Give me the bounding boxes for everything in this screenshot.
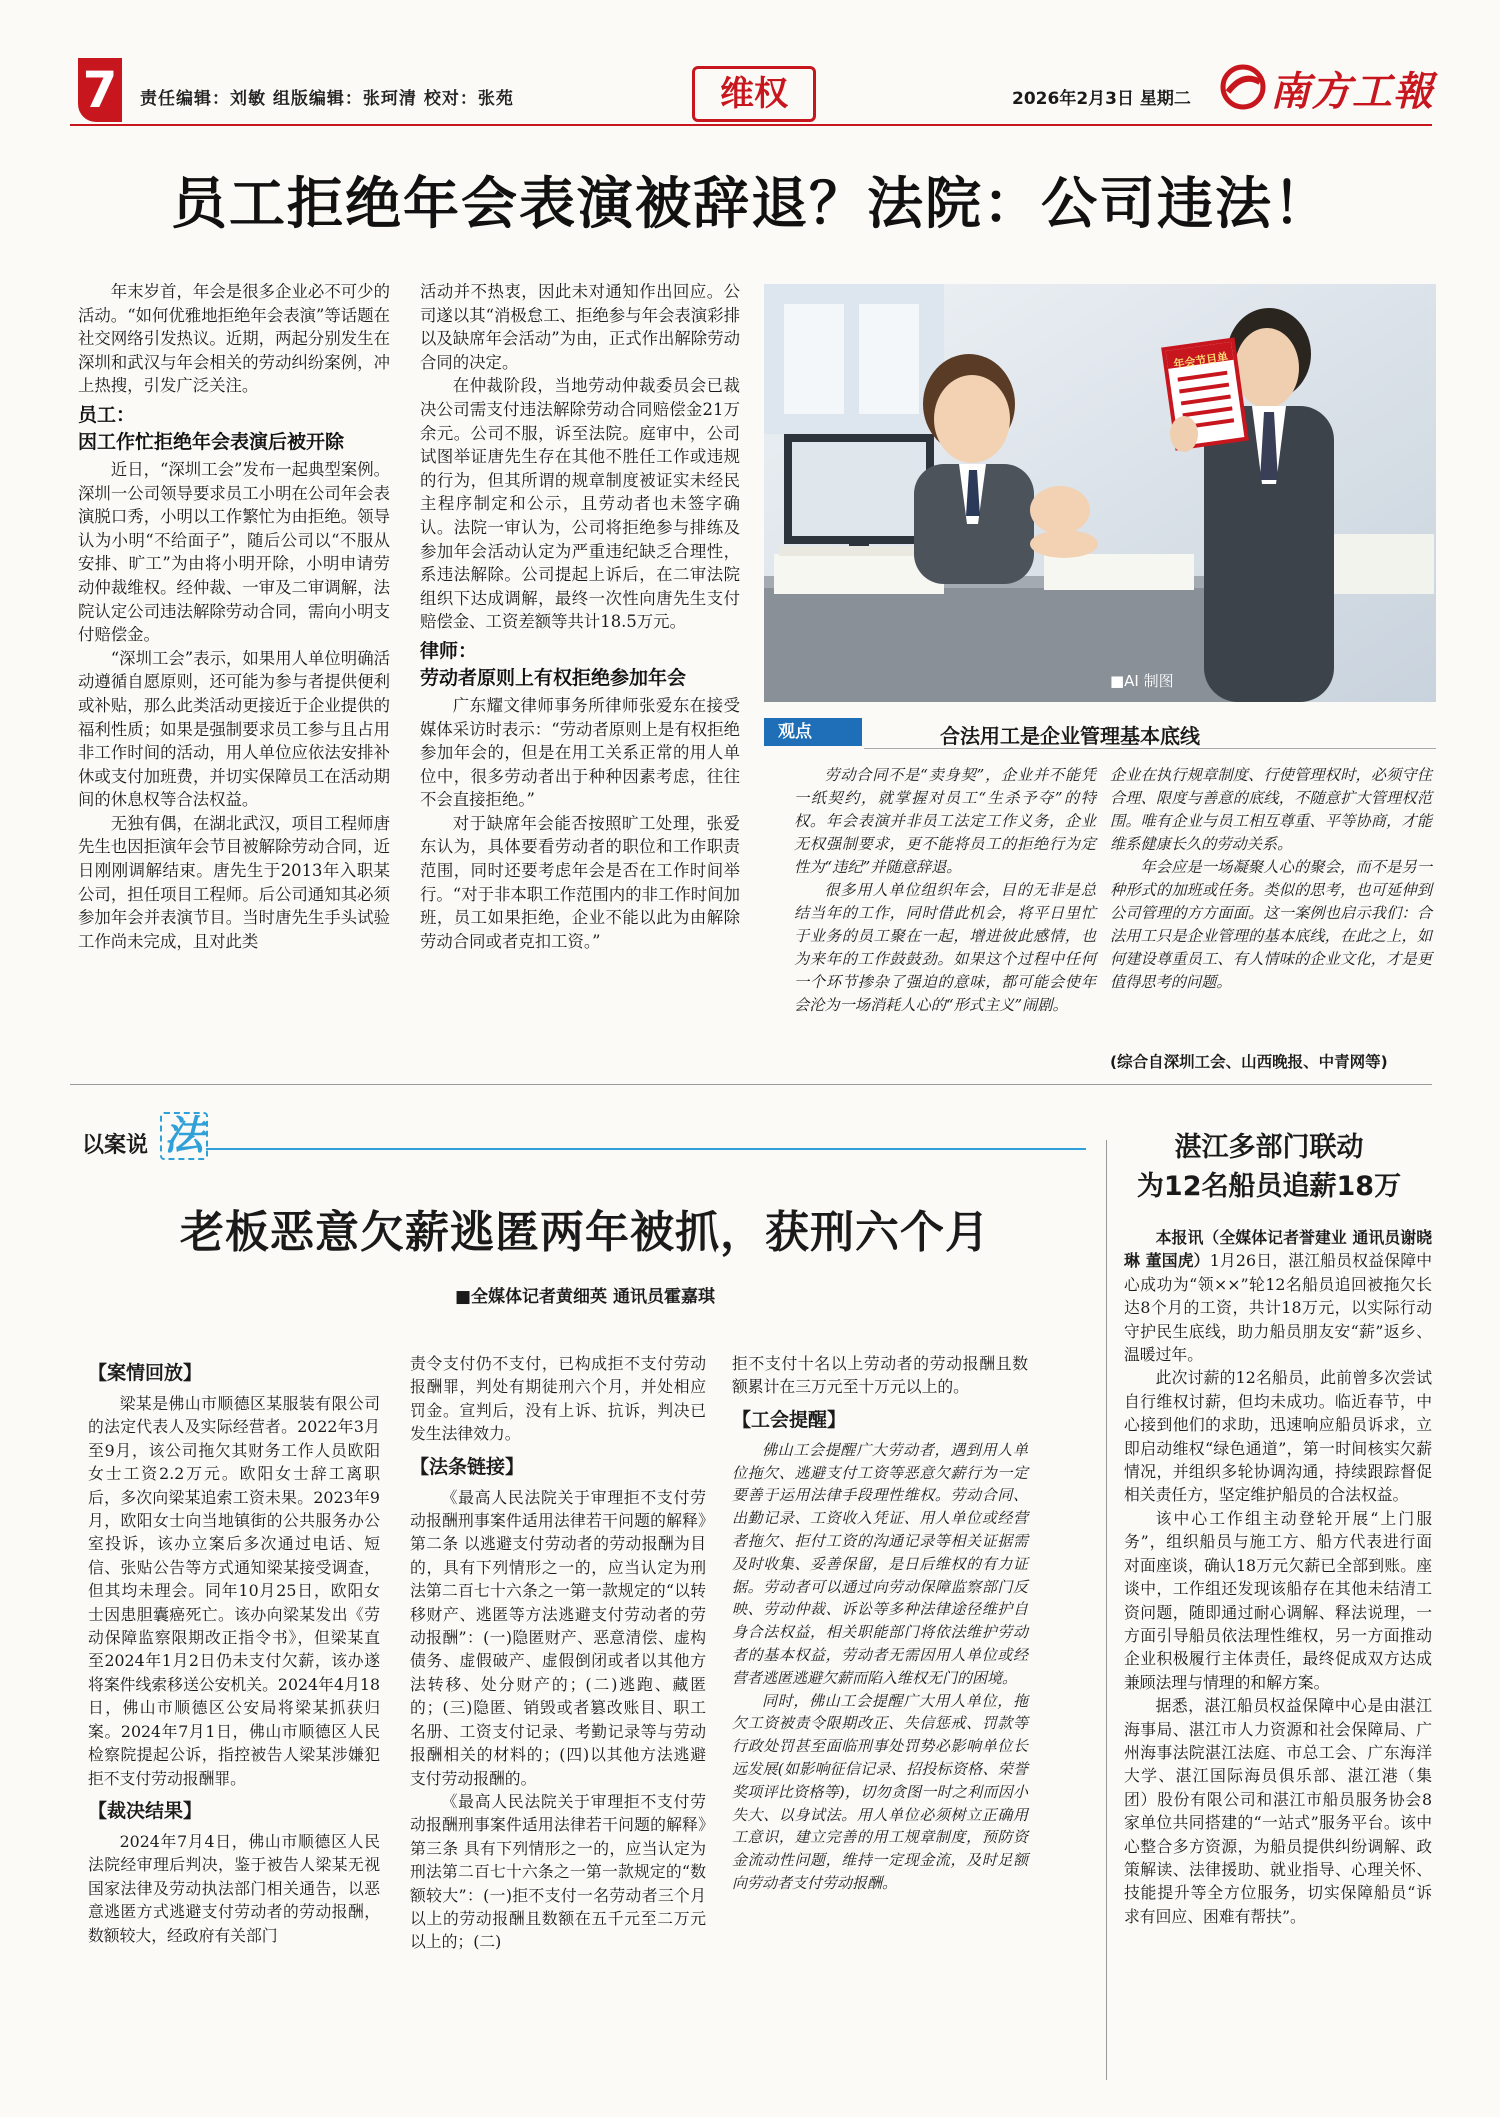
- subhead-lawyer: [420, 638, 740, 692]
- subhead-employee-label: 员工：: [78, 403, 136, 426]
- case-review-heading: 【案情回放】: [88, 1362, 203, 1384]
- case-column-2: [410, 1352, 706, 1954]
- case-union-body: [732, 1439, 1028, 1895]
- subhead-employee: [78, 402, 390, 456]
- case-kicker: 以案说: [82, 1133, 149, 1158]
- section-label: 维权: [692, 66, 816, 122]
- case-union-heading: 【工会提醒】: [732, 1408, 847, 1431]
- header-divider: [70, 124, 1432, 126]
- case-column-1: [88, 1352, 380, 1947]
- opinion-divider: [864, 748, 1436, 749]
- paragraph: 对于缺席年会能否按照旷工处理，张爱东认为，具体要看劳动者的职位和工作职责范围，同时还要考虑年会是否在工作时间举行。“对于非本职工作范围内的非工作时间加班，员工如果拒绝，企业不能以此为由解除劳动合同或者克扣工资。”: [420, 813, 740, 951]
- opinion-source: (综合自深圳工会、山西晚报、中青网等): [1110, 1053, 1388, 1071]
- paragraph: 2024年7月4日，佛山市顺德区人民法院经审理后判决，鉴于被告人梁某无视国家法律及劳动执法部门相关通告，以恶意逃匿方式逃避支付劳动者的劳动报酬，数额较大，经政府有关部门: [88, 1831, 380, 1945]
- case-headline: 老板恶意欠薪逃匿两年被抓，获刑六个月: [180, 1207, 990, 1258]
- paragraph: 责令支付仍不支付，已构成拒不支付劳动报酬罪，判处有期徒刑六个月，并处相应罚金。宣判后，没有上诉、抗诉，判决已发生法律效力。: [410, 1354, 706, 1444]
- paragraph: 广东耀文律师事务所律师张爱东在接受媒体采访时表示：“劳动者原则上是有权拒绝参加年会的，但是在用工关系正常的用人单位中，很多劳动者出于种种因素考虑，往往不会直接拒绝。”: [420, 695, 740, 810]
- paragraph: 《最高人民法院关于审理拒不支付劳动报酬刑事案件适用法律若干问题的解释》第二条 以逃避支付劳动者的劳动报酬为目的，具有下列情形之一的，应当认定为刑法第二百七十六条之一第一款规定的“以转移财产、逃匿等方法逃避支付劳动者的劳动报酬”：(一)隐匿财产、恶意清偿、虚构债务、虚假破产、虚假倒闭或者以其他方法转移、处分财产的；(二)逃跑、藏匿的；(三)隐匿、销毁或者篡改账目、职工名册、工资支付记录、考勤记录等与劳动报酬相关的材料的；(四)以其他方法逃避支付劳动报酬的。: [410, 1487, 706, 1788]
- paragraph: 年会应是一场凝聚人心的聚会，而不是另一种形式的加班或任务。类似的思考，也可延伸到公司管理的方方面面。这一案例也启示我们：合法用工只是企业管理的基本底线，在此之上，如何建设尊重员工、有人情味的企业文化，才是更值得思考的问题。: [1110, 858, 1432, 991]
- page-number: 7: [78, 58, 122, 122]
- section-divider: [70, 1084, 1432, 1085]
- paragraph: 该中心工作组主动登轮开展“上门服务”，组织船员与施工方、船方代表进行面对面座谈，确认18万元欠薪已全部到账。座谈中，工作组还发现该船存在其他未结清工资问题，随即通过耐心调解、释法说理，一方面引导船员依法理性维权，另一方面推动企业积极履行主体责任，最终促成双方达成兼顾法理与情理的和解方案。: [1124, 1508, 1432, 1692]
- paragraph: 此次讨薪的12名船员，此前曾多次尝试自行维权讨薪，但均未成功。临近春节，中心接到他们的求助，迅速响应船员诉求，立即启动维权“绿色通道”，第一时间核实欠薪情况，并组织多轮协调沟通，持续跟踪督促相关责任方，坚定维护船员的合法权益。: [1124, 1368, 1432, 1505]
- editor-credits: 责任编辑：刘敏 组版编辑：张珂清 校对：张苑: [140, 89, 514, 109]
- subhead-lawyer-label: 律师：: [420, 639, 478, 662]
- lead-byline: 本报讯（全媒体记者誉建业 通讯员谢晓琳 董国虎）: [1124, 1228, 1432, 1271]
- paragraph: “深圳工会”表示，如果用人单位明确活动遵循自愿原则，还可能为参与者提供便利或补贴，那么此类活动更接近于企业提供的福利性质；如果是强制要求员工参与且占用非工作时间的活动，用人单位应依法安排补休或支付加班费，并切实保障员工在活动期间的休息权等合法权益。: [78, 648, 390, 810]
- image-credit: ■AI 制图: [1110, 672, 1174, 690]
- paragraph: 劳动合同不是“卖身契”，企业并不能凭一纸契约，就掌握对员工“生杀予夺”的特权。年会表演并非员工法定工作义务，企业无权强制要求，更不能将员工的拒绝行为定性为“违纪”并随意辞退。: [794, 766, 1096, 876]
- zhanjiang-column: [1124, 1226, 1432, 1928]
- paragraph: 《最高人民法院关于审理拒不支付劳动报酬刑事案件适用法律若干问题的解释》第三条 具有下列情形之一的，应当认定为刑法第二百七十六条之一第一款规定的“数额较大”：(一)拒不支付一名劳动者三个月以上的劳动报酬且数额在五千元至二万元以上的；(二): [410, 1791, 706, 1952]
- paragraph: 据悉，湛江船员权益保障中心是由湛江海事局、湛江市人力资源和社会保障局、广州海事法院湛江法庭、市总工会、广东海洋大学、湛江国际海员俱乐部、湛江港（集团）股份有限公司和湛江市船员服务协会8家单位共同搭建的“一站式”服务平台。该中心整合多方资源，为船员提供纠纷调解、政策解读、法律援助、就业指导、心理关怀、技能提升等全方位服务，切实保障船员“诉求有回应、困难有帮扶”。: [1124, 1696, 1432, 1926]
- newspaper-logo-icon: [1220, 64, 1266, 110]
- opinion-column-1: [794, 764, 1096, 1017]
- subhead-lawyer-title: 劳动者原则上有权拒绝参加年会: [420, 666, 687, 689]
- case-column-3: [732, 1352, 1028, 1895]
- case-kicker-rule: [206, 1148, 1086, 1150]
- issue-date: 2026年2月3日 星期二: [1012, 89, 1191, 109]
- case-byline: ■全媒体记者黄细英 通讯员霍嘉琪: [455, 1287, 715, 1307]
- subhead-employee-title: 因工作忙拒绝年会表演后被开除: [78, 430, 345, 453]
- paragraph: 无独有偶，在湖北武汉，项目工程师唐先生也因拒演年会节目被解除劳动合同，近日刚刚调解结束。唐先生于2013年入职某公司，担任项目工程师。后公司通知其必须参加年会并表演节目。当时唐先生手头试验工作尚未完成，且对此类: [78, 813, 390, 951]
- paragraph: 佛山工会提醒广大劳动者，遇到用人单位拖欠、逃避支付工资等恶意欠薪行为一定要善于运用法律手段理性维权。劳动合同、出勤记录、工资收入凭证、用人单位或经营者拖欠、拒付工资的沟通记录等相关证据需及时收集、妥善保留，是日后维权的有力证据。劳动者可以通过向劳动保障监察部门反映、劳动仲裁、诉讼等多种法律途径维护自身合法权益，相关职能部门将依法维护劳动者的基本权益，劳动者无需因用人单位或经营者逃匿逃避欠薪而陷入维权无门的困境。: [732, 1440, 1028, 1687]
- paragraph: 在仲裁阶段，当地劳动仲裁委员会已裁决公司需支付违法解除劳动合同赔偿金21万余元。公司不服，诉至法院。庭审中，公司试图举证唐先生存在其他不胜任工作或违规的行为，但其所谓的规章制度被证实未经民主程序制定和公示，且劳动者也未签字确认。法院一审认为，公司将拒绝参与排练及参加年会活动认定为严重违纪缺乏合理性，系违法解除。公司提起上诉后，在二审法院组织下达成调解，最终一次性向唐先生支付赔偿金、工资差额等共计18.5万元。: [420, 376, 740, 632]
- paragraph: 梁某是佛山市顺德区某服装有限公司的法定代表人及实际经营者。2022年3月至9月，该公司拖欠其财务工作人员欧阳女士工资2.2万元。欧阳女士辞工离职后，多次向梁某追索工资未果。2023年9月，欧阳女士向当地镇街的公共服务办公室投诉，该办立案后多次通过电话、短信、张贴公告等方式通知梁某接受调查，但其均未理会。同年10月25日，欧阳女士因患胆囊癌死亡。该办向梁某发出《劳动保障监察限期改正指令书》，但梁某直至2024年1月2日仍未支付欠薪，该办遂将案件线索移送公安机关。2024年4月18日，佛山市顺德区公安局将梁某抓获归案。2024年7月1日，佛山市顺德区人民检察院提起公诉，指控被告人梁某涉嫌犯拒不支付劳动报酬罪。: [88, 1394, 380, 1788]
- opinion-title: 合法用工是企业管理基本底线: [940, 724, 1200, 748]
- case-law-heading: 【法条链接】: [410, 1455, 525, 1478]
- paragraph: 拒不支付十名以上劳动者的劳动报酬且数额累计在三万元至十万元以上的。: [732, 1354, 1028, 1397]
- opinion-column-2: [1110, 764, 1432, 994]
- zhanjiang-headline: [1106, 1128, 1432, 1206]
- lead-text: 1月26日，湛江船员权益保障中心成功为“领××”轮12名船员追回被拖欠长达8个月的工资，共计18万元，以实际行动守护民生底线，助力船员朋友安“薪”返乡、温暖过年。: [1124, 1251, 1432, 1365]
- paragraph: 很多用人单位组织年会，目的无非是总结当年的工作，同时借此机会，将平日里忙于业务的员工聚在一起，增进彼此感情，也为来年的工作鼓鼓劲。如果这个过程中任何一个环节掺杂了强迫的意味，都可能会使年会沦为一场消耗人心的“形式主义”闹剧。: [794, 881, 1096, 1014]
- opinion-tag: 观点: [764, 718, 862, 746]
- article-intro: 年末岁首，年会是很多企业必不可少的活动。“如何优雅地拒绝年会表演”等话题在社交网络引发热议。近期，两起分别发生在深圳和武汉与年会相关的劳动纠纷案例，冲上热搜，引发广泛关注。: [78, 282, 390, 396]
- main-headline: 员工拒绝年会表演被辞退？法院：公司违法！: [171, 172, 1331, 237]
- main-article-column-2: [420, 280, 740, 953]
- zhanjiang-headline-line-1: 湛江多部门联动: [1174, 1132, 1364, 1163]
- zhanjiang-headline-line-2: 为12名船员追薪18万: [1136, 1171, 1402, 1202]
- paragraph: 同时，佛山工会提醒广大用人单位，拖欠工资被责令限期改正、失信惩戒、罚款等行政处罚甚至面临刑事处罚势必影响单位长远发展(如影响征信记录、招投标资格、荣誉奖项评比资格等)，切勿贪图一时之利而因小失大、以身试法。用人单位必须树立正确用工意识，建立完善的用工规章制度，预防资金流动性问题，维持一定现金流，及时足额向劳动者支付劳动报酬。: [732, 1691, 1028, 1892]
- column-divider: [1106, 1140, 1107, 2080]
- paragraph: 企业在执行规章制度、行使管理权时，必须守住合理、限度与善意的底线，不随意扩大管理权范围。唯有企业与员工相互尊重、平等协商，才能维系健康长久的劳动关系。: [1110, 766, 1432, 853]
- paragraph: 近日，“深圳工会”发布一起典型案例。深圳一公司领导要求员工小明在公司年会表演脱口秀，小明以工作繁忙为由拒绝。领导认为小明“不给面子”，随后公司以“不服从安排、旷工”为由将小明开除，小明申请劳动仲裁维权。经仲裁、一审及二审调解，法院认定公司违法解除劳动合同，需向小明支付赔偿金。: [78, 459, 390, 645]
- opinion-tag-arrow-icon: [848, 718, 858, 746]
- case-verdict-heading: 【裁决结果】: [88, 1799, 203, 1822]
- case-kicker-mark: 法: [160, 1112, 208, 1160]
- lead-paragraph: [1124, 1226, 1432, 1366]
- newspaper-logo: 南方工報: [1270, 69, 1434, 115]
- main-article-column-1: [78, 280, 390, 953]
- ai-illustration: [764, 284, 1436, 702]
- program-list-label: 年会节目单: [1172, 350, 1229, 372]
- paragraph: 活动并不热衷，因此未对通知作出回应。公司遂以其“消极怠工、拒绝参与年会表演彩排以及缺席年会活动”为由，正式作出解除劳动合同的决定。: [420, 282, 740, 372]
